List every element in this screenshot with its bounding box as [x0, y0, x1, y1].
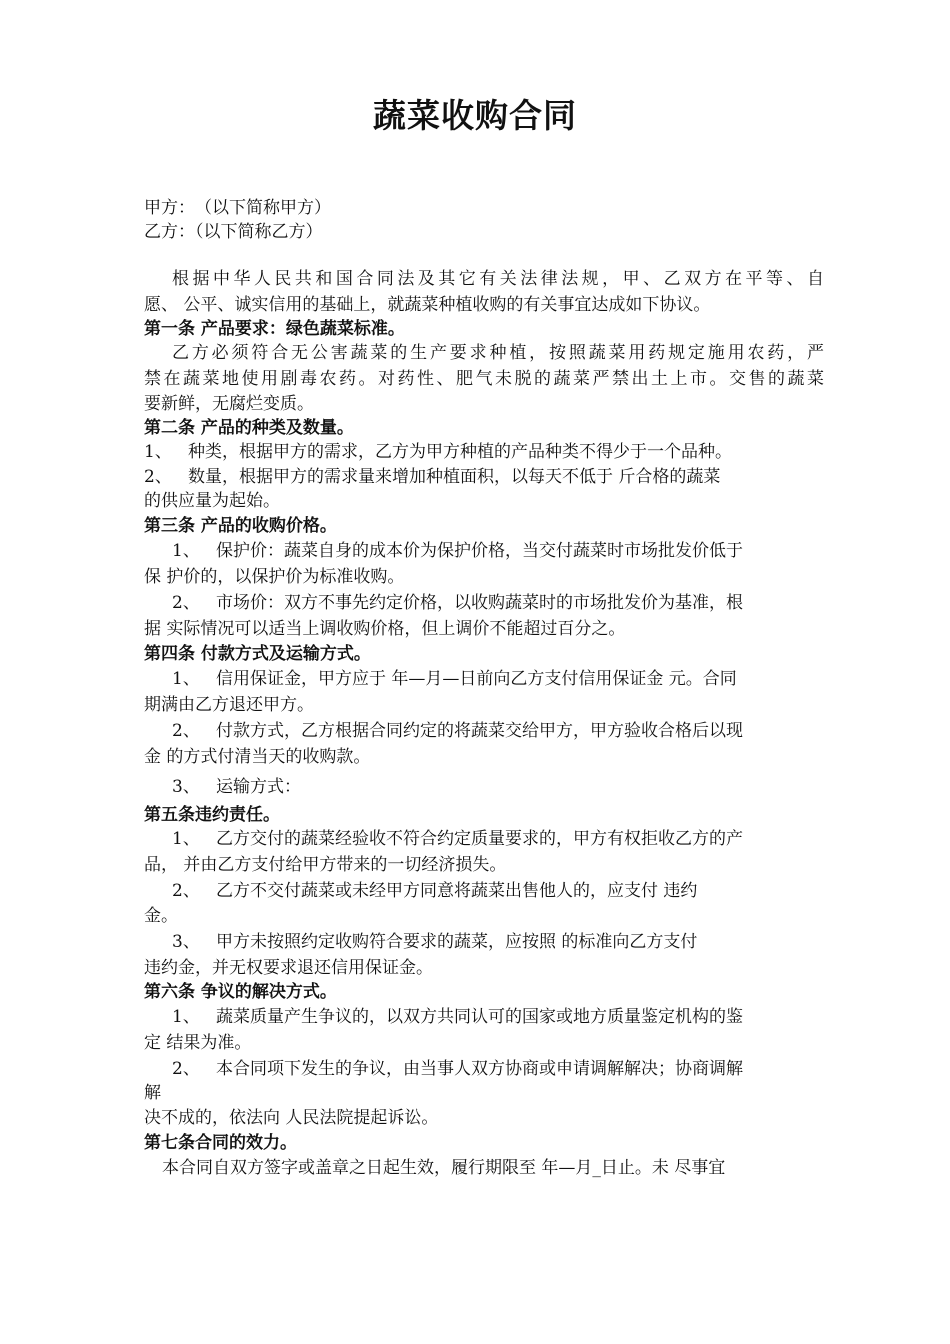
article-1-heading: 第一条 产品要求：绿色蔬菜标准。: [144, 319, 405, 339]
item-text: 甲方未按照约定收购符合要求的蔬菜，应按照 的标准向乙方支付: [216, 932, 698, 952]
article-5-item-cont: 违约金，并无权要求退还信用保证金。: [144, 958, 433, 978]
article-6-item: [172, 1006, 824, 1028]
item-number: 1、: [172, 669, 200, 689]
article-5-item: [172, 828, 824, 850]
item-text: 运输方式：: [216, 777, 301, 797]
article-6-item-cont: 解: [144, 1083, 161, 1103]
preamble-line: 根据中华人民共和国合同法及其它有关法律法规，甲、乙双方在平等、自: [172, 269, 824, 289]
article-2-heading: 第二条 产品的种类及数量。: [144, 418, 354, 438]
item-text: 付款方式，乙方根据合同约定的将蔬菜交给甲方，甲方验收合格后以现: [216, 721, 743, 741]
item-text: 市场价：双方不事先约定价格，以收购蔬菜时的市场批发价为基准，根: [216, 593, 743, 613]
article-1-line: 要新鲜，无腐烂变质。: [144, 394, 314, 414]
item-number: 2、: [144, 467, 172, 487]
article-5-item: [172, 931, 824, 953]
article-5-item-cont: 金。: [144, 906, 178, 926]
article-7-heading: 第七条合同的效力。: [144, 1133, 297, 1153]
item-text: 乙方不交付蔬菜或未经甲方同意将蔬菜出售他人的，应支付 违约: [216, 881, 698, 901]
article-3-item-cont: 保 护价的，以保护价为标准收购。: [144, 567, 405, 587]
item-text: 信用保证金，甲方应于 年—月—日前向乙方支付信用保证金 元。合同: [216, 669, 737, 689]
preamble-line: 愿、 公平、诚实信用的基础上，就蔬菜种植收购的有关事宜达成如下协议。: [144, 295, 711, 315]
article-4-item-cont: 期满由乙方退还甲方。: [144, 695, 314, 715]
item-number: 3、: [172, 932, 200, 952]
item-number: 1、: [172, 829, 200, 849]
item-number: 3、: [172, 777, 200, 797]
item-text: 保护价：蔬菜自身的成本价为保护价格，当交付蔬菜时市场批发价低于: [216, 541, 743, 561]
article-6-item-cont: 决不成的，依法向 人民法院提起诉讼。: [144, 1108, 439, 1128]
item-text: 蔬菜质量产生争议的，以双方共同认可的国家或地方质量鉴定机构的鉴: [216, 1007, 743, 1027]
item-number: 1、: [144, 442, 172, 462]
article-3-item-cont: 据 实际情况可以适当上调收购价格，但上调价不能超过百分之。: [144, 619, 626, 639]
item-text: 乙方交付的蔬菜经验收不符合约定质量要求的，甲方有权拒收乙方的产: [216, 829, 743, 849]
article-3-heading: 第三条 产品的收购价格。: [144, 516, 337, 536]
article-3-item: [172, 540, 824, 562]
item-text: 数量，根据甲方的需求量来增加种植面积，以每天不低于 斤合格的蔬菜: [188, 467, 721, 487]
article-2-item-cont: 的供应量为起始。: [144, 491, 280, 511]
item-number: 2、: [172, 881, 200, 901]
article-4-item: [172, 720, 824, 742]
article-5-item: [172, 880, 824, 902]
party-a-line: 甲方： （以下简称甲方）: [144, 198, 331, 218]
article-2-item: [144, 466, 824, 488]
article-5-heading: 第五条违约责任。: [144, 805, 280, 825]
article-1-line: 禁在蔬菜地使用剧毒农药。对药性、肥气未脱的蔬菜严禁出土上市。交售的蔬菜: [144, 369, 824, 389]
article-4-item: [172, 668, 824, 690]
item-number: 1、: [172, 541, 200, 561]
party-b-line: 乙方：（以下简称乙方）: [144, 222, 323, 242]
article-6-item: [172, 1058, 824, 1080]
article-4-heading: 第四条 付款方式及运输方式。: [144, 644, 371, 664]
item-number: 2、: [172, 721, 200, 741]
article-4-item: [172, 776, 824, 798]
article-5-item-cont: 品， 并由乙方支付给甲方带来的一切经济损失。: [144, 855, 507, 875]
item-number: 1、: [172, 1007, 200, 1027]
document-title: 蔬菜收购合同: [373, 96, 577, 135]
item-number: 2、: [172, 593, 200, 613]
article-4-item-cont: 金 的方式付清当天的收购款。: [144, 747, 371, 767]
article-1-line: 乙方必须符合无公害蔬菜的生产要求种植，按照蔬菜用药规定施用农药，严: [172, 343, 824, 363]
item-text: 本合同项下发生的争议，由当事人双方协商或申请调解解决；协商调解: [216, 1059, 743, 1079]
item-number: 2、: [172, 1059, 200, 1079]
article-2-item: [144, 441, 824, 463]
item-text: 种类，根据甲方的需求，乙方为甲方种植的产品种类不得少于一个品种。: [188, 442, 732, 462]
article-7-line: 本合同自双方签字或盖章之日起生效，履行期限至 年—月_日止。未 尽事宜: [162, 1158, 726, 1178]
article-3-item: [172, 592, 824, 614]
article-6-item-cont: 定 结果为准。: [144, 1033, 252, 1053]
article-6-heading: 第六条 争议的解决方式。: [144, 982, 337, 1002]
